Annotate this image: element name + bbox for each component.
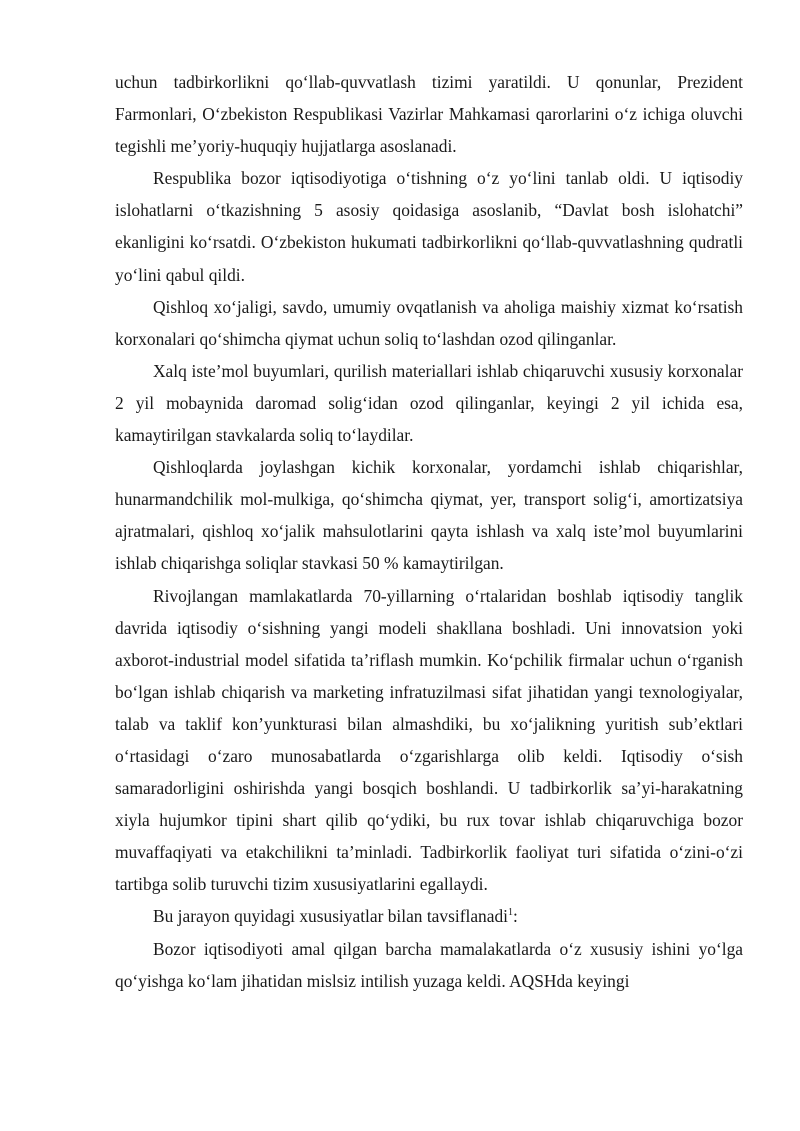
paragraph-3: Qishloq xo‘jaligi, savdo, umumiy ovqatlanish va aholiga maishiy xizmat ko‘rsatish korxonalari qo‘shimcha qiymat uchun soliq to‘lashdan ozod qilinganlar.: [115, 296, 743, 349]
paragraph-8: Bozor iqtisodiyoti amal qilgan barcha mamalakatlarda o‘z xususiy ishini yo‘lga qo‘yishga ko‘lam jihatidan mislsiz intilish yuzaga keldi. AQSHda keyingi: [115, 938, 743, 991]
paragraph-7-text: Bu jarayon quyidagi xususiyatlar bilan tavsiflanadi: [153, 906, 508, 927]
paragraph-7-tail: :: [512, 906, 518, 927]
paragraph-2: Respublika bozor iqtisodiyotiga o‘tishning o‘z yo‘lini tanlab oldi. U iqtisodiy islohatlarni o‘tkazishning 5 asosiy qoidasiga asoslanib, “Davlat bosh islohatchi” ekanligini ko‘rsatdi. O‘zbekiston hukumati tadbirkorlikni qo‘llab-quvvatlashning qudratli yo‘lini qabul qildi.: [115, 168, 743, 285]
paragraph-6: Rivojlangan mamlakatlarda 70-yillarning o‘rtalaridan boshlab iqtisodiy tanglik davrida iqtisodiy o‘sishning yangi modeli shakllana boshladi. Uni innovatsion yoki axborot-industrial model sifatida ta’riflash mumkin. Ko‘pchilik firmalar uchun o‘rganish bo‘lgan ishlab chiqarish va marketing infratuzilmasi sifat jihatidan yangi texnologiyalar, talab va taklif kon’yunkturasi bilan almashdiki, bu xo‘jalikning yuritish sub’ektlari o‘rtasidagi o‘zaro munosabatlarda o‘zgarishlarga olib keldi. Iqtisodiy o‘sish samaradorligini oshirishda yangi bosqich boshlandi. U tadbirkorlik sa’yi-harakatning xiyla hujumkor tipini shart qilib qo‘ydiki, bu rux tovar ishlab chiqaruvchiga bozor muvaffaqiyati va etakchilikni ta’minladi. Tadbirkorlik faoliyat turi sifatida o‘zini-o‘zi tartibga solib turuvchi tizim xususiyatlarini egallaydi.: [115, 585, 743, 895]
paragraph-5: Qishloqlarda joylashgan kichik korxonalar, yordamchi ishlab chiqarishlar, hunarmandchilik mol-mulkiga, qo‘shimcha qiymat, yer, transport solig‘i, amortizatsiya ajratmalari, qishloq xo‘jalik mahsulotlarini qayta ishlash va xalq iste’mol buyumlarini ishlab chiqarishga soliqlar stavkasi 50 % kamaytirilgan.: [115, 457, 743, 574]
paragraph-4: Xalq iste’mol buyumlari, qurilish materiallari ishlab chiqaruvchi xususiy korxonalar 2 yil mobaynida daromad solig‘idan ozod qilinganlar, keyingi 2 yil ichida esa, kamaytirilgan stavkalarda soliq to‘laydilar.: [115, 360, 743, 446]
document-page: [115, 66, 743, 997]
paragraph-7: [115, 900, 743, 932]
paragraph-1: uchun tadbirkorlikni qo‘llab-quvvatlash tizimi yaratildi. U qonunlar, Prezident Farmonlari, O‘zbekiston Respublikasi Vazirlar Mahkamasi qarorlarini o‘z ichiga oluvchi tegishli me’yoriy-huquqiy hujjatlarga asoslanadi.: [115, 72, 743, 157]
footnote-ref[interactable]: 1: [507, 907, 513, 919]
